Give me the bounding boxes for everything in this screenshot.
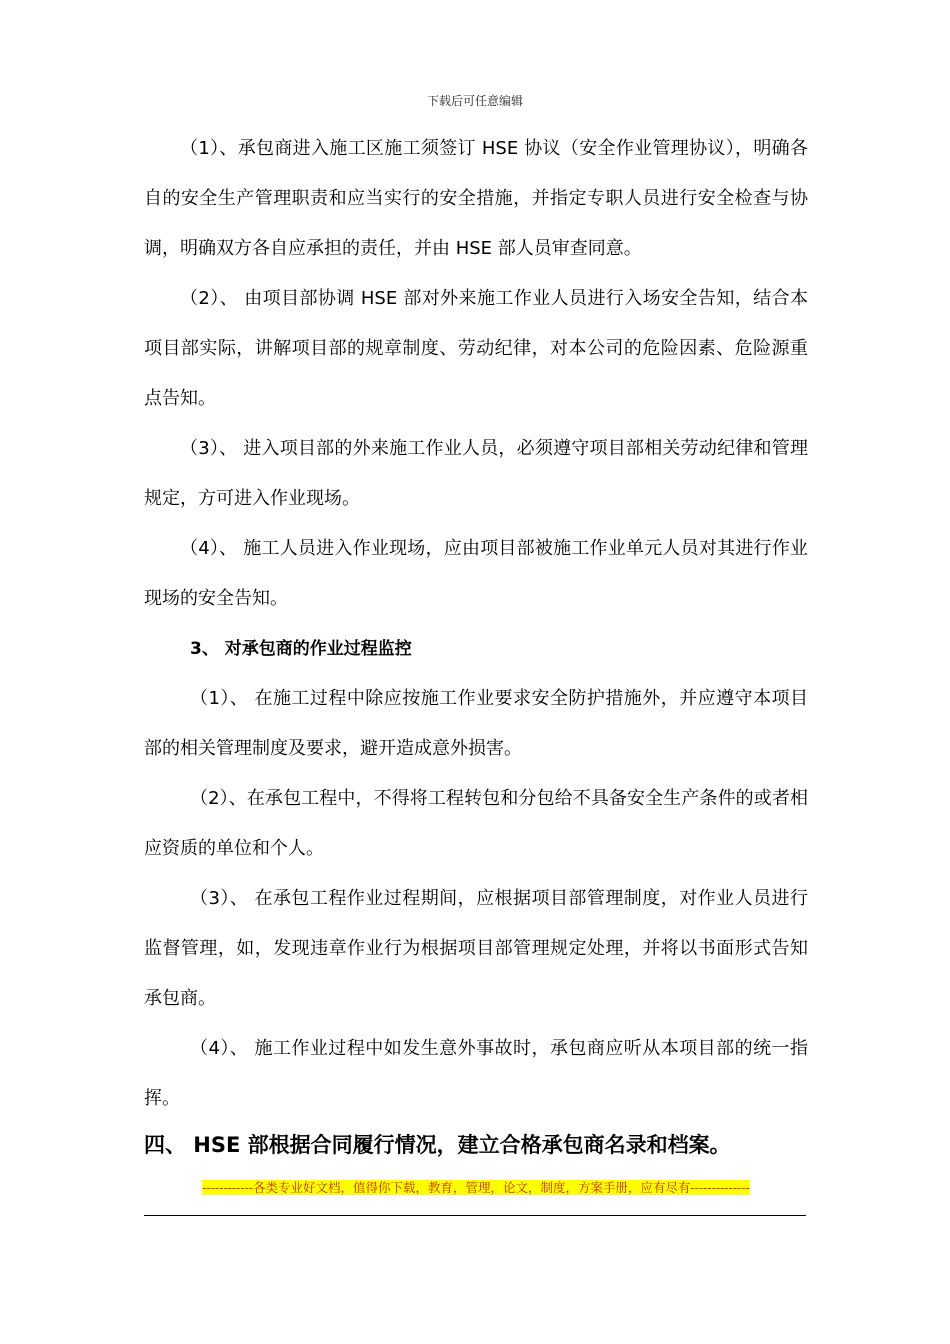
paragraph-a4: （4）、 施工人员进入作业现场，应由项目部被施工作业单元人员对其进行作业现场的安全告知。	[144, 538, 808, 609]
paragraph-b2: （2）、在承包工程中，不得将工程转包和分包给不具备安全生产条件的或者相应资质的单位和个人。	[144, 788, 808, 859]
footer-promo-text: ------------各类专业好文档，值得你下载，教育，管理，论文，制度，方案手册，应有尽有--------------	[202, 1180, 750, 1195]
paragraph-a2: （2）、 由项目部协调 HSE 部对外来施工作业人员进行入场安全告知，结合本项目部实际，讲解项目部的规章制度、劳动纪律，对本公司的危险因素、危险源重点告知。	[144, 288, 808, 409]
paragraph-b3: （3）、 在承包工程作业过程期间，应根据项目部管理制度，对作业人员进行监督管理，如，发现违章作业行为根据项目部管理规定处理，并将以书面形式告知承包商。	[144, 888, 808, 1009]
footer-divider	[144, 1215, 806, 1216]
document-body	[144, 124, 808, 1124]
paragraph-b4: （4）、 施工作业过程中如发生意外事故时，承包商应听从本项目部的统一指挥。	[144, 1038, 808, 1109]
page-header: 下载后可任意编辑	[426, 94, 523, 108]
paragraph-a3: （3）、 进入项目部的外来施工作业人员，必须遵守项目部相关劳动纪律和管理规定，方可进入作业现场。	[144, 438, 808, 509]
paragraph-a1: （1）、承包商进入施工区施工须签订 HSE 协议（安全作业管理协议），明确各自的安全生产管理职责和应当实行的安全措施，并指定专职人员进行安全检查与协调，明确双方各自应承担的责任，并由 HSE 部人员审查同意。	[144, 138, 808, 259]
subheading: 3、 对承包商的作业过程监控	[190, 639, 412, 659]
section-title: 四、 HSE 部根据合同履行情况，建立合格承包商名录和档案。	[144, 1133, 731, 1157]
paragraph-b1: （1）、 在施工过程中除应按施工作业要求安全防护措施外，并应遵守本项目部的相关管理制度及要求，避开造成意外损害。	[144, 688, 808, 759]
footer-promo	[144, 1180, 808, 1196]
